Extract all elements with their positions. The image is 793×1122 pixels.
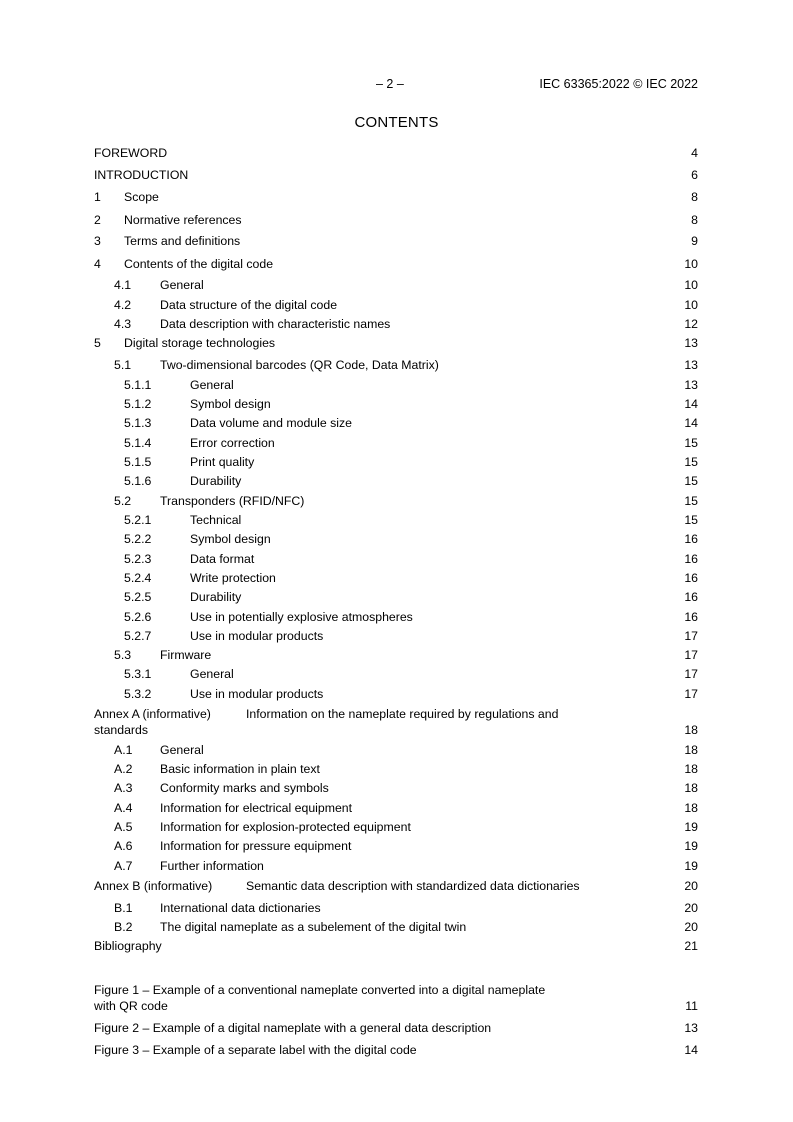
toc-entry-page: 13 [684, 358, 698, 372]
toc-entry[interactable] [94, 233, 698, 249]
toc-entry-page: 20 [684, 920, 698, 934]
figure-entry-first-line [94, 982, 545, 998]
toc-entry-number: 4.2 [114, 298, 132, 312]
toc-entry-label: International data dictionaries [160, 901, 321, 915]
toc-entry-number: Annex B (informative) [94, 879, 213, 893]
page-number: – 2 – [376, 77, 404, 91]
toc-entry[interactable] [94, 900, 698, 916]
toc-entry-number: A.3 [114, 781, 133, 795]
toc-entry-number: 4.1 [114, 278, 132, 292]
toc-entry-number: 5.2.2 [124, 532, 152, 546]
toc-entry-number: 5.1.5 [124, 455, 152, 469]
toc-entry-label: Information for electrical equipment [160, 801, 353, 815]
toc-entry-label: Symbol design [190, 397, 271, 411]
toc-entry-number: A.4 [114, 801, 133, 815]
figure-entry-label: Figure 3 – Example of a separate label with the digital code [94, 1043, 417, 1057]
toc-entry-label: Terms and definitions [124, 234, 241, 248]
toc-entry-label: The digital nameplate as a subelement of the digital twin [160, 920, 467, 934]
toc-entry-label: Two-dimensional barcodes (QR Code, Data Matrix) [160, 358, 439, 372]
toc-entry-page: 18 [684, 781, 698, 795]
toc-entry-page: 19 [684, 839, 698, 853]
toc-entry-number: 5.3.2 [124, 687, 152, 701]
toc-entry-number: 5.2.3 [124, 552, 152, 566]
toc-entry-number: 1 [94, 190, 101, 204]
toc-entry-label: General [160, 743, 204, 757]
toc-entry-label: Normative references [124, 213, 242, 227]
toc-entry-label: Transponders (RFID/NFC) [160, 494, 305, 508]
toc-entry[interactable] [94, 628, 698, 644]
toc-entry[interactable] [94, 570, 698, 586]
toc-entry-page: 9 [691, 234, 698, 248]
toc-entry-first-line [94, 706, 558, 722]
toc-entry-label: Scope [124, 190, 159, 204]
toc-entry-label: Firmware [160, 648, 212, 662]
toc-entry-number: 2 [94, 213, 101, 227]
toc-entry-label: Further information [160, 859, 264, 873]
toc-entry-number: 5.2.5 [124, 590, 152, 604]
toc-entry-number: 5 [94, 336, 101, 350]
toc-entry-label: Information for pressure equipment [160, 839, 352, 853]
toc-entry-page: 12 [684, 317, 698, 331]
toc-entry-page: 10 [684, 298, 698, 312]
toc-entry-label: Use in modular products [190, 687, 324, 701]
toc-entry[interactable] [94, 212, 698, 228]
toc-entry-page: 8 [691, 213, 698, 227]
toc-entry-label: Use in modular products [190, 629, 324, 643]
toc-entry-page: 8 [691, 190, 698, 204]
toc-entry[interactable] [94, 277, 698, 293]
figure-entry-label: Figure 2 – Example of a digital nameplate with a general data description [94, 1021, 492, 1035]
toc-entry[interactable] [94, 415, 698, 431]
toc-entry-label: General [190, 667, 234, 681]
toc-entry-number: 5.1.2 [124, 397, 152, 411]
toc-entry[interactable] [94, 473, 698, 489]
toc-entry-number: 5.3 [114, 648, 132, 662]
toc-entry[interactable] [94, 878, 698, 894]
toc-entry[interactable] [94, 145, 698, 161]
toc-entry-page: 17 [684, 648, 698, 662]
toc-entry-page: 15 [684, 436, 698, 450]
toc-entry[interactable] [94, 435, 698, 451]
toc-entry-page: 17 [684, 687, 698, 701]
toc-entry-page: 20 [684, 879, 698, 893]
toc-entry-page: 16 [684, 532, 698, 546]
toc-entry-page: 4 [691, 146, 698, 160]
toc-entry-page: 18 [684, 723, 698, 737]
toc-entry[interactable] [94, 167, 698, 183]
toc-entry[interactable] [94, 256, 698, 272]
toc-entry[interactable] [94, 647, 698, 663]
toc-entry[interactable] [94, 189, 698, 205]
toc-entry-page: 10 [684, 278, 698, 292]
toc-entry-page: 16 [684, 552, 698, 566]
figure-entry-label-continued: with QR code [94, 999, 168, 1013]
toc-entry-number: 5.1.4 [124, 436, 152, 450]
toc-entry-label: Symbol design [190, 532, 271, 546]
toc-entry[interactable] [94, 800, 698, 816]
toc-entry-number: A.2 [114, 762, 133, 776]
toc-entry-label: General [160, 278, 204, 292]
toc-entry-label: Durability [190, 474, 242, 488]
toc-entry-page: 15 [684, 455, 698, 469]
toc-entry[interactable] [94, 493, 698, 509]
toc-entry[interactable] [94, 761, 698, 777]
toc-entry[interactable] [94, 551, 698, 567]
toc-entry-label: Information for explosion-protected equipment [160, 820, 411, 834]
toc-entry[interactable] [94, 512, 698, 528]
toc-entry-label: Data description with characteristic names [160, 317, 391, 331]
toc-entry-label: FOREWORD [94, 146, 168, 160]
toc-entry-number: A.7 [114, 859, 133, 873]
figure-entry-page: 11 [685, 999, 698, 1013]
toc-entry[interactable] [94, 858, 698, 874]
toc-entry-page: 17 [684, 667, 698, 681]
toc-entry[interactable] [94, 589, 698, 605]
toc-entry-label: Data volume and module size [190, 416, 352, 430]
toc-entry-page: 10 [684, 257, 698, 271]
toc-entry-number: B.1 [114, 901, 133, 915]
toc-entry[interactable] [94, 742, 698, 758]
toc-entry[interactable] [94, 316, 698, 332]
toc-entry-label: Error correction [190, 436, 275, 450]
toc-entry-label: INTRODUCTION [94, 168, 189, 182]
toc-entry-page: 20 [684, 901, 698, 915]
toc-entry[interactable] [94, 919, 698, 935]
toc-entry-number: 5.1 [114, 358, 132, 372]
figure-entry[interactable] [94, 998, 698, 1014]
toc-entry-page: 16 [684, 590, 698, 604]
toc-entry-number: 5.1.1 [124, 378, 152, 392]
toc-entry-label: Information on the nameplate required by regulations and [246, 707, 559, 721]
toc-entry-number: 5.2.1 [124, 513, 152, 527]
toc-entry-label: Use in potentially explosive atmospheres [190, 610, 413, 624]
toc-entry-page: 15 [684, 474, 698, 488]
toc-entry[interactable] [94, 335, 698, 351]
toc-entry[interactable] [94, 396, 698, 412]
toc-entry-number: 5.2.6 [124, 610, 152, 624]
toc-entry-page: 21 [684, 939, 698, 953]
toc-entry-page: 18 [684, 743, 698, 757]
toc-entry-number: 5.2 [114, 494, 132, 508]
toc-entry-page: 15 [684, 513, 698, 527]
toc-entry-label: Write protection [190, 571, 276, 585]
toc-entry-page: 13 [684, 336, 698, 350]
toc-entry-page: 19 [684, 820, 698, 834]
toc-entry-number: 5.2.4 [124, 571, 152, 585]
toc-entry-label: Technical [190, 513, 242, 527]
toc-entry[interactable] [94, 531, 698, 547]
toc-entry-page: 17 [684, 629, 698, 643]
toc-entry-label: Durability [190, 590, 242, 604]
figure-entry-page: 13 [684, 1021, 698, 1035]
page-title: CONTENTS [354, 114, 439, 131]
toc-entry[interactable] [94, 454, 698, 470]
toc-entry-page: 18 [684, 801, 698, 815]
toc-entry-label: Data structure of the digital code [160, 298, 338, 312]
toc-entry-page: 6 [691, 168, 698, 182]
toc-entry-label: General [190, 378, 234, 392]
toc-entry-label-continued: standards [94, 723, 149, 737]
toc-entry[interactable] [94, 722, 698, 738]
toc-entry-number: 5.1.3 [124, 416, 152, 430]
toc-entry-page: 14 [684, 397, 698, 411]
toc-entry[interactable] [94, 357, 698, 373]
figure-entry-label: Figure 1 – Example of a conventional nameplate converted into a digital nameplate [94, 983, 546, 997]
toc-entry[interactable] [94, 938, 698, 954]
toc-entry-page: 14 [684, 416, 698, 430]
toc-entry-page: 15 [684, 494, 698, 508]
toc-entry-label: Basic information in plain text [160, 762, 320, 776]
toc-entry[interactable] [94, 297, 698, 313]
toc-entry-number: 5.2.7 [124, 629, 152, 643]
toc-entry-page: 13 [684, 378, 698, 392]
toc-entry-number: A.5 [114, 820, 133, 834]
figure-entry[interactable] [94, 1042, 698, 1058]
toc-entry[interactable] [94, 838, 698, 854]
toc-entry-number: B.2 [114, 920, 133, 934]
toc-entry-number: 5.1.6 [124, 474, 152, 488]
figure-entry[interactable] [94, 1020, 698, 1036]
toc-entry-number: Annex A (informative) [94, 707, 211, 721]
toc-entry-label: Semantic data description with standardized data dictionaries [246, 879, 580, 893]
toc-entry-page: 18 [684, 762, 698, 776]
toc-entry[interactable] [94, 609, 698, 625]
toc-entry-number: 4.3 [114, 317, 132, 331]
toc-entry[interactable] [94, 780, 698, 796]
document-reference: IEC 63365:2022 © IEC 2022 [539, 77, 698, 91]
toc-entry-label: Contents of the digital code [124, 257, 274, 271]
toc-entry-number: A.6 [114, 839, 133, 853]
toc-entry[interactable] [94, 377, 698, 393]
toc-entry-number: 5.3.1 [124, 667, 152, 681]
toc-entry-number: 3 [94, 234, 101, 248]
toc-entry-number: A.1 [114, 743, 133, 757]
toc-entry-page: 16 [684, 571, 698, 585]
toc-entry-page: 16 [684, 610, 698, 624]
toc-entry-label: Bibliography [94, 939, 162, 953]
toc-entry-label: Conformity marks and symbols [160, 781, 329, 795]
toc-entry[interactable] [94, 686, 698, 702]
toc-entry-number: 4 [94, 257, 101, 271]
toc-entry[interactable] [94, 666, 698, 682]
toc-entry-label: Data format [190, 552, 255, 566]
toc-entry-page: 19 [684, 859, 698, 873]
toc-entry-label: Print quality [190, 455, 255, 469]
toc-entry[interactable] [94, 819, 698, 835]
figure-entry-page: 14 [684, 1043, 698, 1057]
toc-entry-label: Digital storage technologies [124, 336, 276, 350]
